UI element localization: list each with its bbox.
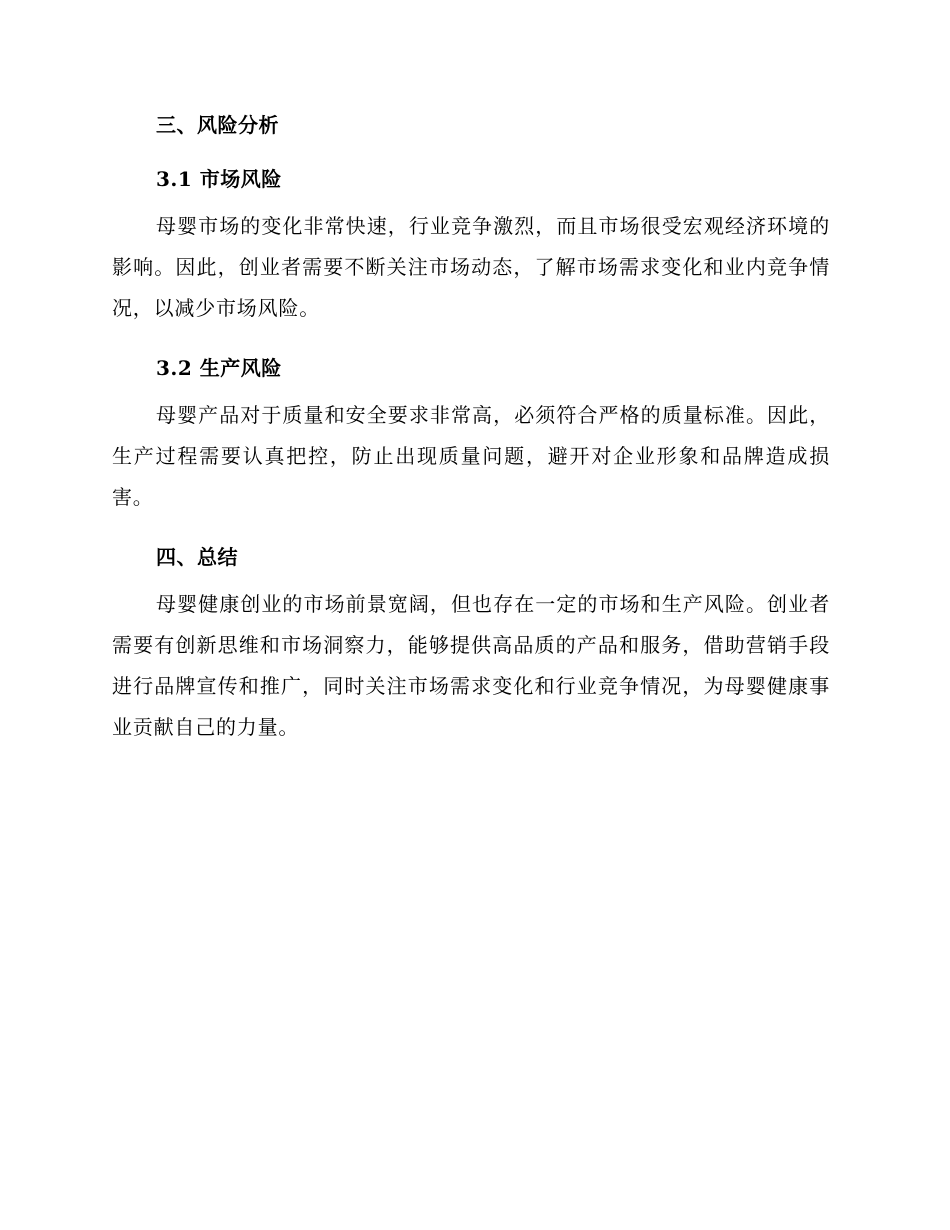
paragraph-market-risk: 母婴市场的变化非常快速，行业竞争激烈，而且市场很受宏观经济环境的影响。因此，创业者需要不断关注市场动态，了解市场需求变化和业内竞争情况，以减少市场风险。: [112, 214, 830, 320]
section-heading-risk-analysis: 三、风险分析: [156, 113, 279, 137]
paragraph-summary: 母婴健康创业的市场前景宽阔，但也存在一定的市场和生产风险。创业者需要有创新思维和市场洞察力，能够提供高品质的产品和服务，借助营销手段进行品牌宣传和推广，同时关注市场需求变化和行业竞争情况，为母婴健康事业贡献自己的力量。: [112, 592, 830, 739]
subsection-heading-market-risk: 3.1 市场风险: [156, 167, 282, 191]
subsection-heading-production-risk: 3.2 生产风险: [156, 356, 282, 380]
paragraph-production-risk: 母婴产品对于质量和安全要求非常高，必须符合严格的质量标准。因此，生产过程需要认真把控，防止出现质量问题，避开对企业形象和品牌造成损害。: [112, 403, 830, 509]
document-body: [112, 110, 830, 748]
section-heading-summary: 四、总结: [156, 545, 238, 569]
